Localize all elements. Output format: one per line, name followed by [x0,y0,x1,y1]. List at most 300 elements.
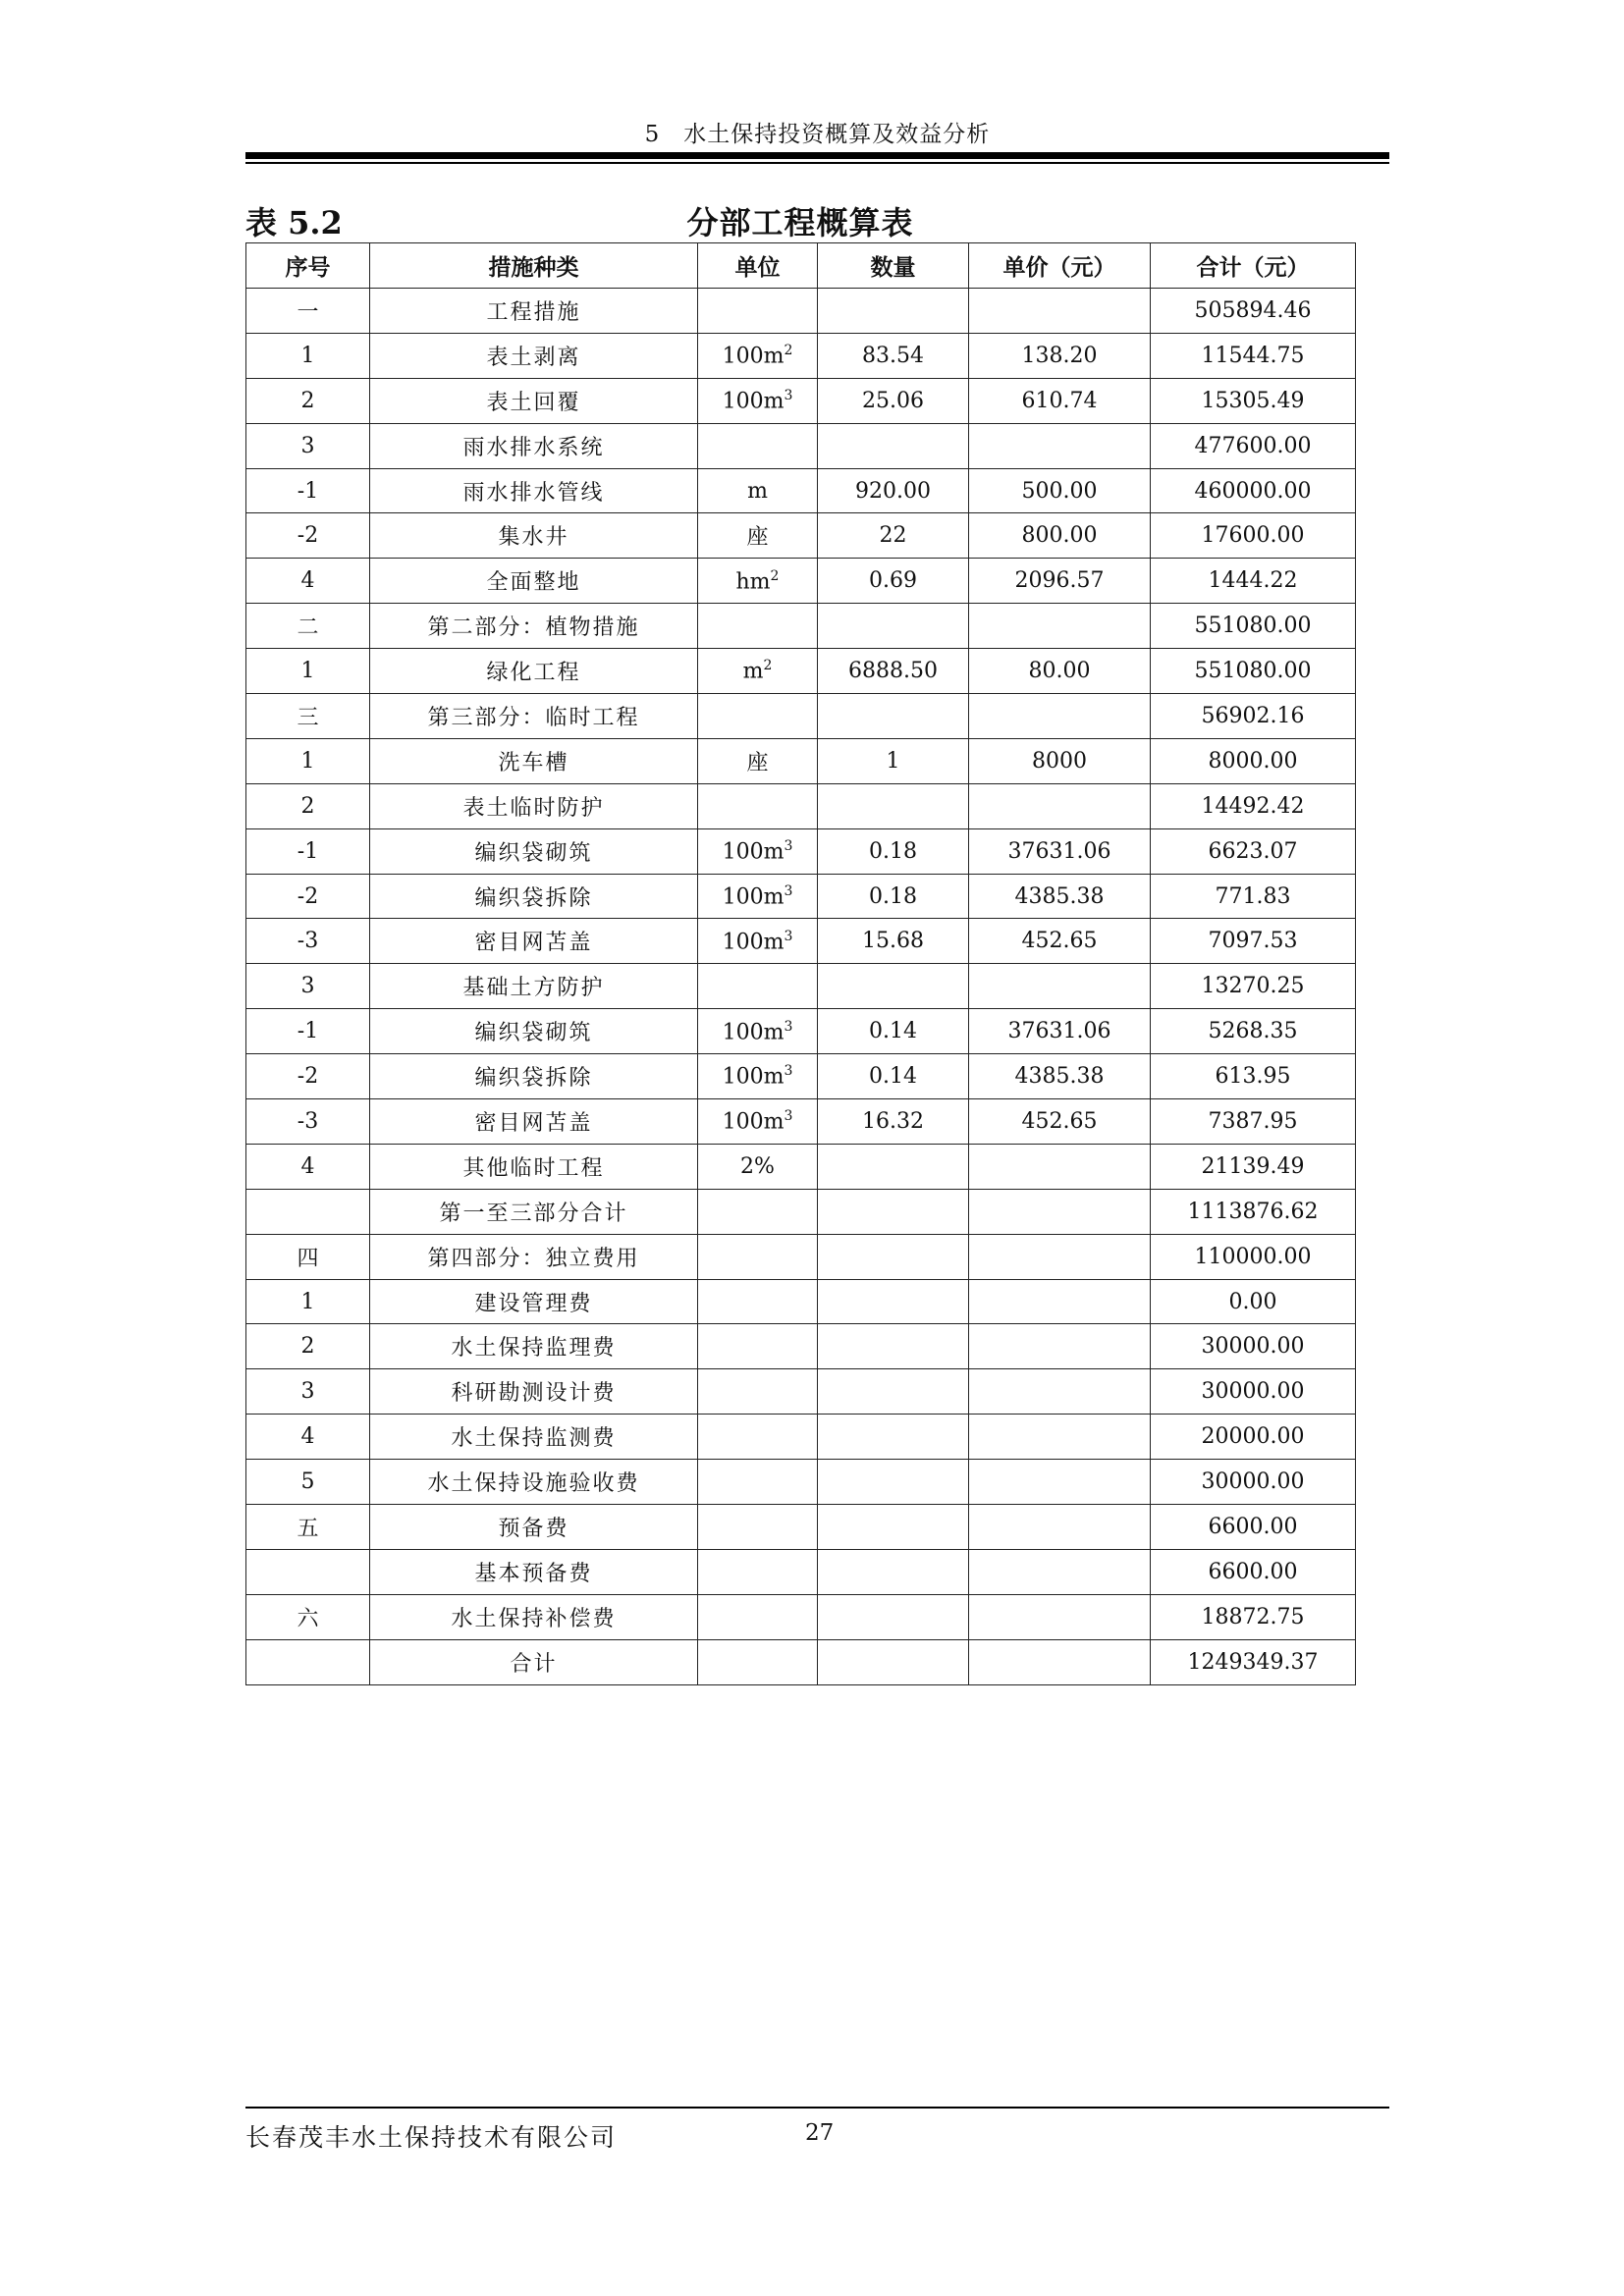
cell-unit [698,1369,818,1415]
table-row [246,333,1356,378]
table-row [246,1234,1356,1279]
cell-total-text: 551080.00 [1194,614,1312,639]
table-body [246,289,1356,1685]
cell-no [246,1460,370,1505]
cell-unit-price [969,378,1151,423]
cell-measure-text: 密目网苫盖 [474,1110,593,1136]
cell-measure [370,1415,698,1460]
cell-measure-text: 表土临时防护 [462,795,605,821]
cell-quantity [818,1639,969,1684]
cell-unit [698,1594,818,1639]
cell-measure-text: 基础土方防护 [462,976,605,1001]
cell-measure-text: 合计 [510,1651,558,1677]
budget-table [245,242,1356,1685]
cell-quantity [818,423,969,468]
table-row [246,1099,1356,1145]
cell-unit [698,1234,818,1279]
cell-total [1151,1189,1356,1234]
cell-unit-text: 100m [722,1109,785,1135]
cell-unit-price [969,1369,1151,1415]
column-header-unit-price: 单价（元） [969,243,1151,289]
cell-unit-price [969,1324,1151,1369]
cell-total [1151,964,1356,1009]
cell-unit [698,289,818,334]
table-row [246,1460,1356,1505]
cell-total [1151,468,1356,513]
cell-total [1151,1415,1356,1460]
cell-quantity-text: 0.14 [869,1019,917,1044]
running-header: 5 水土保持投资概算及效益分析 [644,122,991,147]
cell-no-text: 1 [300,659,315,684]
cell-measure [370,783,698,828]
cell-no [246,694,370,739]
cell-unit-text: 2% [740,1153,775,1179]
cell-unit [698,333,818,378]
cell-unit-text: 100m [722,1064,785,1090]
cell-measure [370,423,698,468]
cell-unit [698,1639,818,1684]
cell-unit [698,1324,818,1369]
cell-total [1151,513,1356,559]
cell-unit [698,1009,818,1054]
cell-total [1151,1234,1356,1279]
cell-measure-text: 水土保持补偿费 [451,1606,617,1631]
cell-total [1151,1144,1356,1189]
cell-measure-text: 雨水排水管线 [462,480,605,506]
cell-no-text: 2 [300,388,315,413]
cell-total [1151,1460,1356,1505]
cell-total-text: 1113876.62 [1187,1199,1319,1224]
cell-no-text: 一 [297,299,319,325]
cell-unit-price [969,333,1151,378]
cell-unit [698,604,818,649]
cell-measure-text: 水土保持监理费 [451,1336,617,1362]
table-row [246,1369,1356,1415]
table-row [246,649,1356,694]
cell-unit-price [969,1054,1151,1099]
cell-measure [370,289,698,334]
cell-total-text: 14492.42 [1201,793,1305,819]
cell-no [246,423,370,468]
cell-unit-price [969,828,1151,874]
cell-measure-text: 编织袋拆除 [474,885,593,911]
cell-total [1151,1505,1356,1550]
cell-measure [370,1460,698,1505]
table-row [246,604,1356,649]
table-caption: 分部工程概算表 [686,204,914,241]
cell-unit [698,513,818,559]
cell-total [1151,783,1356,828]
cell-total-text: 771.83 [1215,883,1291,909]
cell-no [246,1549,370,1594]
cell-total [1151,289,1356,334]
unit-exponent: 3 [784,1018,793,1035]
cell-total [1151,919,1356,964]
footer-rule [245,2107,1389,2109]
cell-total [1151,1594,1356,1639]
cell-quantity [818,1460,969,1505]
cell-total [1151,1054,1356,1099]
table-row [246,468,1356,513]
cell-total [1151,1099,1356,1145]
cell-no [246,1639,370,1684]
column-header-measure: 措施种类 [370,243,698,289]
cell-unit-text: 100m [722,1019,785,1044]
cell-quantity [818,513,969,559]
cell-no-text: 1 [300,343,315,368]
cell-measure [370,694,698,739]
table-row [246,828,1356,874]
table-number: 表 5.2 [245,204,343,241]
column-header-total: 合计（元） [1151,243,1356,289]
cell-no [246,1415,370,1460]
cell-measure-text: 建设管理费 [474,1291,593,1316]
cell-unit-price-text: 2096.57 [1014,568,1105,594]
cell-measure [370,1189,698,1234]
cell-measure-text: 预备费 [498,1516,569,1541]
cell-unit-price [969,1279,1151,1324]
cell-quantity [818,1324,969,1369]
cell-measure-text: 集水井 [498,525,569,551]
cell-unit-price [969,1505,1151,1550]
table-row [246,1189,1356,1234]
cell-unit [698,919,818,964]
unit-exponent: 3 [784,1108,793,1125]
cell-quantity [818,1415,969,1460]
cell-unit-price-text: 452.65 [1021,929,1098,954]
cell-unit [698,1549,818,1594]
cell-total-text: 110000.00 [1194,1244,1312,1269]
table-row [246,559,1356,604]
cell-measure [370,1324,698,1369]
cell-unit-price [969,1234,1151,1279]
cell-measure [370,1549,698,1594]
cell-unit-text: m [747,478,768,504]
cell-quantity-text: 16.32 [862,1108,924,1134]
cell-unit [698,964,818,1009]
cell-unit-price-text: 8000 [1032,748,1087,774]
cell-unit [698,874,818,919]
cell-unit-text: 100m [722,344,785,369]
cell-total-text: 18872.75 [1201,1604,1305,1629]
cell-measure-text: 水土保持设施验收费 [427,1471,640,1497]
cell-quantity-text: 83.54 [862,343,924,368]
cell-unit-price-text: 138.20 [1021,343,1098,368]
cell-no [246,1144,370,1189]
cell-measure-text: 洗车槽 [498,750,569,775]
cell-no-text: -3 [297,929,319,954]
cell-no [246,738,370,783]
cell-quantity-text: 6888.50 [848,659,938,684]
cell-unit-price [969,1460,1151,1505]
cell-no-text: -3 [297,1108,319,1134]
cell-total-text: 30000.00 [1201,1379,1305,1405]
table-row [246,738,1356,783]
cell-no-text: 5 [300,1469,315,1495]
cell-no-text: -2 [297,883,319,909]
cell-total-text: 13270.25 [1201,974,1305,999]
table-row [246,964,1356,1009]
cell-unit-text: 100m [722,389,785,414]
cell-measure [370,874,698,919]
cell-unit [698,1189,818,1234]
cell-unit [698,423,818,468]
header-rule-thick [245,152,1389,159]
cell-quantity [818,964,969,1009]
cell-no [246,289,370,334]
cell-no [246,1594,370,1639]
table-row [246,1594,1356,1639]
column-header-quantity: 数量 [818,243,969,289]
cell-no [246,468,370,513]
cell-no-text: -2 [297,523,319,549]
cell-quantity-text: 0.18 [869,838,917,864]
cell-measure-text: 雨水排水系统 [462,435,605,460]
cell-measure-text: 第三部分：临时工程 [427,705,640,730]
cell-quantity [818,649,969,694]
cell-unit [698,738,818,783]
cell-no-text: 五 [297,1516,319,1541]
cell-total-text: 6623.07 [1208,838,1298,864]
table-row [246,1009,1356,1054]
cell-no-text: 四 [297,1246,319,1271]
cell-no-text: -1 [297,478,319,504]
cell-total-text: 7097.53 [1208,929,1298,954]
unit-exponent: 3 [784,837,793,854]
cell-unit-price [969,559,1151,604]
cell-measure [370,919,698,964]
cell-quantity [818,468,969,513]
cell-unit-price [969,1189,1151,1234]
cell-measure [370,468,698,513]
cell-quantity [818,694,969,739]
cell-measure [370,1279,698,1324]
table-row [246,378,1356,423]
cell-total [1151,738,1356,783]
cell-quantity [818,1144,969,1189]
cell-no [246,1189,370,1234]
cell-measure-text: 全面整地 [486,570,581,596]
cell-unit [698,1415,818,1460]
cell-total-text: 15305.49 [1201,388,1305,413]
cell-measure [370,604,698,649]
cell-unit [698,1505,818,1550]
cell-quantity [818,1549,969,1594]
cell-unit-price [969,1594,1151,1639]
cell-no [246,1505,370,1550]
cell-total-text: 7387.95 [1208,1108,1298,1134]
cell-measure-text: 编织袋砌筑 [474,1021,593,1046]
unit-exponent: 2 [784,343,793,359]
cell-total [1151,1639,1356,1684]
cell-total [1151,1324,1356,1369]
cell-unit-price-text: 4385.38 [1014,1064,1105,1090]
table-row [246,1279,1356,1324]
cell-unit-price [969,919,1151,964]
table-row [246,783,1356,828]
cell-unit-text: 座 [746,525,769,551]
cell-unit-price [969,423,1151,468]
cell-unit-text: 100m [722,839,785,865]
cell-no [246,333,370,378]
cell-no [246,1279,370,1324]
cell-measure-text: 表土回覆 [486,390,581,415]
cell-total-text: 1444.22 [1208,568,1298,594]
cell-total-text: 0.00 [1228,1289,1277,1314]
cell-quantity [818,1189,969,1234]
unit-exponent: 3 [784,882,793,899]
cell-no [246,919,370,964]
cell-total-text: 56902.16 [1201,703,1305,728]
cell-unit-text: m [742,659,764,684]
cell-quantity [818,604,969,649]
cell-total [1151,1549,1356,1594]
cell-measure [370,559,698,604]
cell-total [1151,1279,1356,1324]
cell-measure [370,1639,698,1684]
cell-unit [698,468,818,513]
cell-unit-price [969,1009,1151,1054]
cell-total [1151,559,1356,604]
cell-quantity [818,1505,969,1550]
cell-unit-price [969,1144,1151,1189]
cell-no [246,1054,370,1099]
column-header-unit: 单位 [698,243,818,289]
column-header-no: 序号 [246,243,370,289]
cell-unit [698,1054,818,1099]
cell-no [246,783,370,828]
cell-total [1151,333,1356,378]
table-row [246,1549,1356,1594]
cell-measure [370,1234,698,1279]
cell-measure-text: 编织袋砌筑 [474,840,593,866]
cell-measure-text: 工程措施 [486,299,581,325]
cell-quantity [818,289,969,334]
cell-quantity [818,1594,969,1639]
cell-unit-price [969,783,1151,828]
table-row [246,1324,1356,1369]
cell-no-text: 3 [300,433,315,458]
table-row [246,289,1356,334]
cell-total-text: 6600.00 [1208,1514,1298,1539]
cell-measure [370,649,698,694]
cell-quantity-text: 0.69 [869,568,917,594]
cell-no-text: 2 [300,1334,315,1360]
cell-unit [698,1144,818,1189]
table-row [246,423,1356,468]
cell-quantity [818,1279,969,1324]
cell-quantity [818,738,969,783]
unit-exponent: 3 [784,388,793,404]
cell-total-text: 21139.49 [1201,1153,1305,1179]
cell-measure [370,333,698,378]
cell-no-text: 4 [300,1424,315,1450]
cell-total [1151,828,1356,874]
cell-quantity-text: 1 [886,748,900,774]
cell-no [246,874,370,919]
cell-measure [370,738,698,783]
cell-total [1151,604,1356,649]
table-row [246,1639,1356,1684]
cell-no [246,1099,370,1145]
unit-exponent: 2 [763,658,773,674]
cell-measure [370,964,698,1009]
cell-unit-price-text: 452.65 [1021,1108,1098,1134]
cell-quantity [818,1234,969,1279]
table-row [246,694,1356,739]
cell-quantity [818,828,969,874]
cell-measure-text: 第一至三部分合计 [439,1201,628,1226]
cell-measure-text: 编织袋拆除 [474,1066,593,1092]
cell-quantity [818,333,969,378]
table-row [246,874,1356,919]
cell-measure-text: 基本预备费 [474,1561,593,1586]
cell-measure [370,513,698,559]
cell-no-text: 4 [300,1153,315,1179]
cell-measure-text: 第二部分：植物措施 [427,615,640,641]
cell-measure [370,1594,698,1639]
cell-unit [698,694,818,739]
unit-exponent: 3 [784,928,793,944]
cell-unit-price [969,649,1151,694]
table-row [246,1054,1356,1099]
cell-measure [370,828,698,874]
cell-total-text: 460000.00 [1194,478,1312,504]
cell-total [1151,1369,1356,1415]
cell-quantity [818,1054,969,1099]
cell-no [246,1234,370,1279]
cell-measure [370,378,698,423]
cell-quantity-text: 22 [879,523,907,549]
cell-unit [698,828,818,874]
cell-total [1151,1009,1356,1054]
cell-total-text: 551080.00 [1194,659,1312,684]
cell-total-text: 30000.00 [1201,1469,1305,1495]
cell-quantity [818,378,969,423]
cell-no [246,828,370,874]
cell-quantity [818,1099,969,1145]
cell-total-text: 613.95 [1215,1064,1291,1090]
cell-measure-text: 第四部分：独立费用 [427,1246,640,1271]
cell-unit-price-text: 37631.06 [1007,838,1111,864]
cell-no-text: 2 [300,793,315,819]
cell-unit-price [969,1099,1151,1145]
cell-unit-price [969,1639,1151,1684]
cell-no-text: -1 [297,838,319,864]
cell-quantity-text: 920.00 [855,478,931,504]
cell-unit [698,783,818,828]
cell-quantity [818,919,969,964]
cell-unit-price-text: 800.00 [1021,523,1098,549]
unit-exponent: 2 [770,567,780,584]
header-rule-thin [245,162,1389,164]
cell-unit [698,1279,818,1324]
cell-unit [698,1460,818,1505]
cell-unit-price [969,694,1151,739]
cell-quantity [818,559,969,604]
cell-total [1151,423,1356,468]
cell-unit-text: 100m [722,930,785,955]
cell-no-text: 六 [297,1606,319,1631]
cell-no-text: -1 [297,1019,319,1044]
cell-total [1151,874,1356,919]
cell-unit-price [969,738,1151,783]
cell-total [1151,649,1356,694]
cell-total [1151,378,1356,423]
cell-no [246,1324,370,1369]
cell-unit-price-text: 610.74 [1021,388,1098,413]
cell-unit-price-text: 80.00 [1028,659,1091,684]
